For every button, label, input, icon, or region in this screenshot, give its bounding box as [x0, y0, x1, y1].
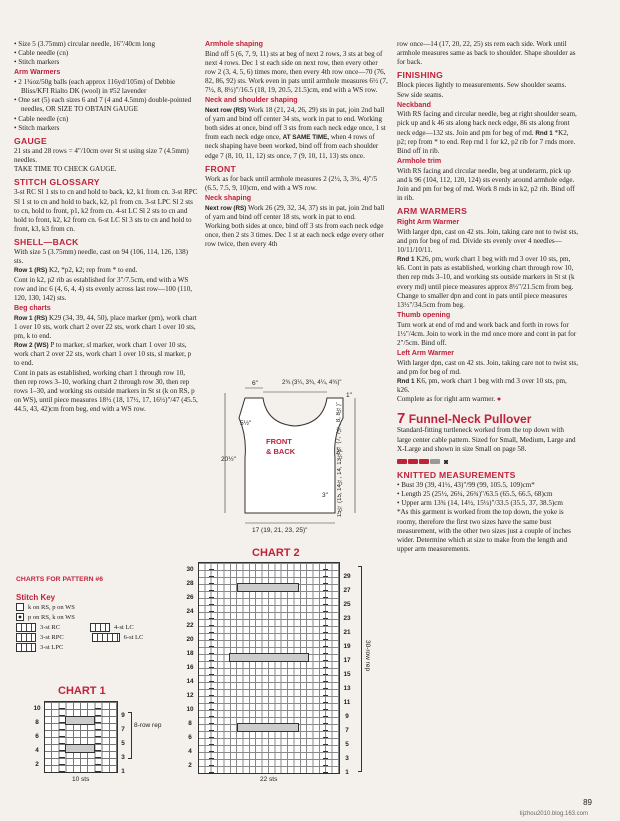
material-item: • Stitch markers [14, 58, 60, 67]
row-number: 20 [186, 636, 194, 643]
row-text: K29 (34, 39, 44, 50), place marker (pm), work chart 1 over 10 sts, work chart 2 over 22 sts, work chart 1 over 10 sts, pm, k to end. [14, 313, 197, 340]
col3-top-text: row once—14 (17, 20, 22, 25) sts rem each side. Work until armhole measures same as back to shoulder. Shape shoulder as for back. [397, 40, 576, 67]
purl-box-icon [16, 613, 24, 621]
armhole-trim-heading: Armhole trim [397, 157, 442, 166]
row-number: 18 [186, 650, 194, 657]
pattern-number: 7 [397, 410, 406, 428]
schematic-right-body: 15½ (15, 14½, 14, 13½)" [337, 448, 343, 518]
beg-row1-para [14, 314, 198, 341]
chart1-rep-label: 8-row rep [134, 722, 162, 729]
cable-4lc-icon [90, 623, 110, 632]
row-label: Row 1 (RS) [14, 267, 48, 275]
gauge-check: TAKE TIME TO CHECK GAUGE. [14, 165, 117, 174]
key-label: k on RS, p on WS [28, 603, 75, 611]
chart1-cable-cross [65, 716, 95, 725]
column-left [14, 40, 198, 414]
beg-cont: Cont in pats as established, working chart 1 through row 10, then rep rows 3–10, working chart 2 through row 30, then rep rows 1–30, and working sts outside markers in St st (k on RS, p on WS), until piece measures 18½ (18, 17½, 17, 16½)"/47 (45.5, 44.5, 43, 42)cm from beg, end with a WS row. [14, 368, 198, 414]
key-3rpc [16, 632, 196, 642]
finishing-heading: FINISHING [397, 70, 444, 81]
chart2-purl-column [323, 563, 328, 773]
row-number: 7 [121, 726, 125, 733]
pattern-title [397, 412, 579, 426]
arm-warmers-heading: ARM WARMERS [397, 206, 468, 217]
right-para [397, 255, 579, 310]
chart1-rep-bracket [128, 712, 132, 759]
schematic-top-left: 6" [252, 380, 258, 387]
gauge-text: 21 sts and 28 rows = 4"/10cm over St st using size 7 (4.5mm) needles. [14, 146, 189, 165]
pattern-intro: Standard-fitting turtleneck worked from the top down with large center cable pattern. Sized for Small, Medium, Large and X-Large and shown in size Small on page 58. [397, 426, 576, 453]
cable-6lc-icon [92, 633, 120, 642]
neck2-text: Work 26 (29, 32, 34, 37) sts in pat, join 2nd ball of yarn and bind off center 18 sts, work in pat to end. [205, 203, 385, 221]
row-number: 2 [188, 762, 192, 769]
material-item: • One set (5) each sizes 6 and 7 (4 and 4.5mm) double-pointed needles, OR SIZE TO OBTAIN GAUGE [14, 96, 192, 114]
material-item: • Size 5 (3.75mm) circular needle, 16"/40cm long [14, 40, 156, 48]
neck-text: Work 18 (21, 24, 26, 29) sts in pat, join 2nd ball of yarn and bind off center 34 sts, work in pat to end. Working both sides at once, bind off 3 sts from each neck edge once, 1 st from each neck edge once, [205, 105, 386, 142]
knit-box-icon [16, 603, 24, 611]
rnd-label: Rnd 1 [397, 256, 415, 264]
row-number: 16 [186, 664, 194, 671]
schematic-top-mid: 2¾ (3¼, 3¾, 4¼, 4¾)" [282, 380, 342, 386]
left-text: With larger dpn, cast on 42 sts. Join, taking care not to twist sts, and pm for beg of rnd. [397, 358, 579, 376]
pattern-name: Funnel-Neck Pullover [408, 412, 532, 427]
row-number: 26 [186, 594, 194, 601]
complete-para [397, 395, 579, 404]
right-arm-heading: Right Arm Warmer [397, 218, 460, 227]
row-number: 10 [33, 705, 41, 712]
front-heading: FRONT [205, 163, 237, 174]
row-label: Row 1 (RS) [14, 314, 48, 322]
chart1-cable-cross [65, 744, 95, 753]
chart2-rep-label: 30-row rep [364, 640, 371, 672]
chart2-cable-cross [237, 723, 299, 732]
chart1-purl-column [59, 702, 65, 772]
chart1-purl-column [95, 702, 101, 772]
cable-3lpc-icon [16, 643, 36, 652]
armhole-text: Bind off 5 (6, 7, 9, 11) sts at beg of next 2 rows, 3 sts at beg of next 4 rows. Dec 1 st each side on next row, then every other row 2 (3, 4, 5, 6) times more, then every 4th row once—70 (76, 82, 86, 92) sts. Work even in pats until armhole measures 6½ (7, 7½, 8, 8½)"/16.5 (18, 19, 20.5, 21.5)cm, end with a WS row. [205, 49, 388, 95]
gauge-heading: GAUGE [14, 135, 48, 146]
row-number: 17 [343, 657, 351, 664]
neckband-text: With RS facing and circular needle, beg at right shoulder seam, pick up and k 46 sts along back neck edge, 86 sts along front neck edge—132 sts. Join and pm for beg of rnd. [397, 110, 577, 137]
schematic-right-bot: 3" [322, 492, 328, 499]
chart-key-block [16, 574, 196, 652]
rnd-label: Rnd 1 [535, 129, 553, 137]
key-label: 3-st LPC [40, 643, 64, 651]
thumb-heading: Thumb opening [397, 311, 451, 320]
row-number: 27 [343, 587, 351, 594]
row-number: 9 [345, 713, 349, 720]
measurement-item: • Upper arm 13¾ (14, 14½, 15¼)"/33.5 (35.5, 37, 38.5)cm [397, 499, 563, 508]
chart2-title: CHART 2 [252, 547, 300, 559]
row-text: P to marker, sl marker, work chart 1 over 10 sts, work chart 2 over 22 sts, work chart 1 over 10 sts, sl marker, p to end. [14, 341, 192, 368]
row-number: 6 [188, 734, 192, 741]
beg-row2-para [14, 341, 198, 368]
measurement-item: • Bust 39 (39, 41½, 43)"/99 (99, 105.5, 109)cm* [397, 480, 535, 489]
row-number: 1 [345, 769, 349, 776]
schematic-outline [215, 378, 385, 533]
material-item: • 2 1¾oz/50g balls (each approx 116yd/105m) of Debbie Bliss/KFI Rialto DK (wool) in #52 lavender [14, 77, 176, 96]
row-number: 22 [186, 622, 194, 629]
row-number: 21 [343, 629, 351, 636]
neck-text2: when 4 rows of neck shaping have been worked, bind off from each shoulder edge 7 (8, 10, 11, 12) sts once, 7 (9, 10, 11, 13) sts once. [205, 133, 379, 160]
row-number: 8 [35, 719, 39, 726]
key-purl [16, 612, 196, 622]
row-label: Row 2 (WS) [14, 342, 49, 350]
shell-text: With size 5 (3.75mm) needle, cast on 94 (106, 114, 126, 138) sts. [14, 248, 189, 266]
row1-para [14, 266, 198, 275]
row-number: 1 [121, 768, 125, 775]
chart2-sts-label: 22 sts [260, 776, 278, 783]
chart1-title: CHART 1 [58, 685, 106, 697]
front-text: Work as for back until armhole measures 2 (2½, 3, 3½, 4)"/5 (6.5, 7.5, 9, 10)cm, end with a WS row. [205, 174, 378, 192]
row-number: 30 [186, 566, 194, 573]
chart2-cable-cross [229, 653, 309, 662]
row-number: 10 [186, 706, 194, 713]
chart1-grid [44, 701, 118, 773]
cable-3rpc-icon [16, 633, 36, 642]
schematic-left-mid: 20½" [221, 456, 236, 463]
row-number: 2 [35, 761, 39, 768]
row-number: 5 [345, 741, 349, 748]
cable-3rc-icon [16, 623, 36, 632]
row-number: 8 [188, 720, 192, 727]
neck-para [205, 106, 389, 161]
right-text2: K26, pm, work chart 1 beg with rnd 3 over 10 sts, pm, k6. Cont in pats as established, working chart through row 10, then rep rnds 3–10, and working sts outside markers in St st (k every rnd) until piece measures approx 8½"/21.5cm from beg. Change to smaller dpn and cont in pats until piece measures 13½"/34.5cm from beg. [397, 255, 575, 309]
neck-shoulder-heading: Neck and shoulder shaping [205, 96, 298, 105]
knitted-measurements-heading: KNITTED MEASUREMENTS [397, 469, 516, 480]
stitch-key-heading: Stitch Key [16, 592, 56, 602]
thumb-text: Turn work at end of rnd and work back and forth in rows for 1½"/4cm. Join to work in the rnd once more and cont in pat for 2"/5cm. Bind off. [397, 320, 577, 347]
row-number: 11 [343, 699, 351, 706]
material-item: • Cable needle (cn) [14, 49, 69, 58]
neckband-para [397, 110, 579, 156]
shell-back-heading: SHELL—BACK [14, 237, 79, 248]
chart2-purl-column [209, 563, 214, 773]
key-label: p on RS, k on WS [28, 613, 75, 621]
page-number: 89 [583, 798, 592, 807]
key-label: 4-st LC [114, 623, 134, 631]
row-number: 7 [345, 727, 349, 734]
chart2-rep-bracket [358, 566, 362, 772]
shell-cont: Cont in k2, p2 rib as established for 3"/7.5cm, end with a WS row and inc 6 (4, 6, 4, 4) sts evenly across last row—100 (110, 120, 130, 142) sts. [14, 275, 193, 302]
arm-warmers-heading: Arm Warmers [14, 68, 61, 77]
row-label: Next row (RS) [205, 106, 247, 114]
skill-level-icon: ◙ [397, 458, 579, 467]
neck-shaping-heading: Neck shaping [205, 194, 252, 203]
row-number: 19 [343, 643, 351, 650]
row-number: 5 [121, 740, 125, 747]
row-number: 3 [121, 754, 125, 761]
watermark-url: tijzhou2010.blog.163.com [519, 811, 588, 817]
left-para [397, 377, 579, 395]
schematic-label-front: FRONT [266, 437, 292, 446]
charts-for-heading: CHARTS FOR PATTERN #6 [16, 576, 103, 583]
row-number: 12 [186, 692, 194, 699]
row-label: Next row (RS) [205, 204, 247, 212]
key-3rc [16, 622, 196, 632]
key-knit [16, 602, 196, 612]
schematic-right-arm: 6½ (7, 7½, 8, 8½)" [336, 402, 342, 455]
row-number: 4 [35, 747, 39, 754]
row-number: 14 [186, 678, 194, 685]
row-number: 23 [343, 615, 351, 622]
row-number: 9 [121, 712, 125, 719]
row-number: 6 [35, 733, 39, 740]
row-number: 24 [186, 608, 194, 615]
row-number: 4 [188, 748, 192, 755]
key-label: 6-st LC [123, 633, 144, 641]
chart2-left-numbers [183, 563, 197, 773]
armhole-trim-text: With RS facing and circular needle, beg at underarm, pick up and k 96 (104, 112, 120, 124) sts evenly around armhole edge. Join and pm for beg of rnd. Work 8 rnds in k2, p2 rib. Bind off in rib. [397, 166, 575, 203]
column-middle [205, 40, 389, 249]
armhole-heading: Armhole shaping [205, 40, 263, 48]
row-number: 29 [343, 573, 351, 580]
chart1-sts-label: 10 sts [72, 776, 90, 783]
complete-text: Complete as for right arm warmer. [397, 395, 496, 404]
finishing-text: Block pieces lightly to measurements. Sew shoulder seams. Sew side seams. [397, 81, 567, 99]
chart2-grid [198, 562, 340, 774]
same-time-label: AT SAME TIME, [282, 134, 330, 142]
neck2-para [205, 204, 389, 222]
column-right [397, 40, 579, 554]
chart2-cable-cross [237, 583, 299, 592]
left-arm-heading: Left Arm Warmer [397, 349, 455, 358]
material-item: • Stitch markers [14, 123, 60, 132]
neck2-text2: Working both sides at once, bind off 3 sts from each neck edge once, then 2 sts 3 times. Dec 1 st at each neck edge every other row twice, then every 4th [205, 221, 384, 249]
row-number: 25 [343, 601, 351, 608]
row-text: K2, *p2, k2; rep from * to end. [49, 266, 138, 275]
neckband-heading: Neckband [397, 100, 431, 109]
key-label: 3-st RC [40, 623, 61, 631]
right-text: With larger dpn, cast on 42 sts. Join, taking care not to twist sts, and pm for beg of rnd. Divide sts evenly over 4 needles—10/11/10/11. [397, 227, 579, 254]
schematic-bottom: 17 (19, 21, 23, 25)" [252, 527, 308, 534]
row-number: 13 [343, 685, 351, 692]
schematic-left-top: 5½" [240, 420, 252, 427]
end-bullet-icon: ● [496, 395, 502, 404]
key-label: 3-st RPC [40, 633, 64, 641]
chart1-left-numbers [30, 702, 44, 772]
left-text2: K6, pm, work chart 1 beg with rnd 3 over 10 sts, pm, k26. [397, 376, 567, 395]
neckband-text2: *K2, p2; rep from * to end. Rep rnd 1 for k2, p2 rib for 7 rnds more. Bind off in rib. [397, 128, 576, 155]
beg-charts-heading: Beg charts [14, 304, 51, 313]
footnote: *As this garment is worked from the top down, the yoke is roomy, therefore the first two sizes have the same bust measurement, with the other two sizes just a couple of inches wider. Determine which at size to make from the length and upper arm measurements. [397, 508, 571, 554]
row-number: 15 [343, 671, 351, 678]
glossary-text: 3-st RC Sl 1 sts to cn and hold to back, k2, k1 from cn. 3-st RPC Sl 1 st to cn and hold to back, k2, p1 from cn. 3-st LPC Sl 2 sts to cn, hold to front, p1, k2 from cn. 4-st LC Sl 2 sts to cn and hold to front, k2, k2 from cn. 6-st LC Sl 3 sts to cn and hold to front, k3, k3 from cn. [14, 188, 198, 233]
key-3lpc [16, 642, 196, 652]
schematic-right-top: 1" [346, 392, 352, 399]
materials-list [14, 40, 198, 67]
row-number: 28 [186, 580, 194, 587]
schematic-label-back: & BACK [266, 447, 296, 456]
material-item: • Cable needle (cn) [14, 114, 69, 123]
rnd-label: Rnd 1 [397, 377, 415, 385]
measurement-item: • Length 25 (25½, 26¼, 26¾)"/63.5 (65.5, 66.5, 68)cm [397, 490, 553, 499]
glossary-heading: STITCH GLOSSARY [14, 177, 100, 188]
row-number: 3 [345, 755, 349, 762]
chart2-right-numbers [340, 570, 354, 780]
